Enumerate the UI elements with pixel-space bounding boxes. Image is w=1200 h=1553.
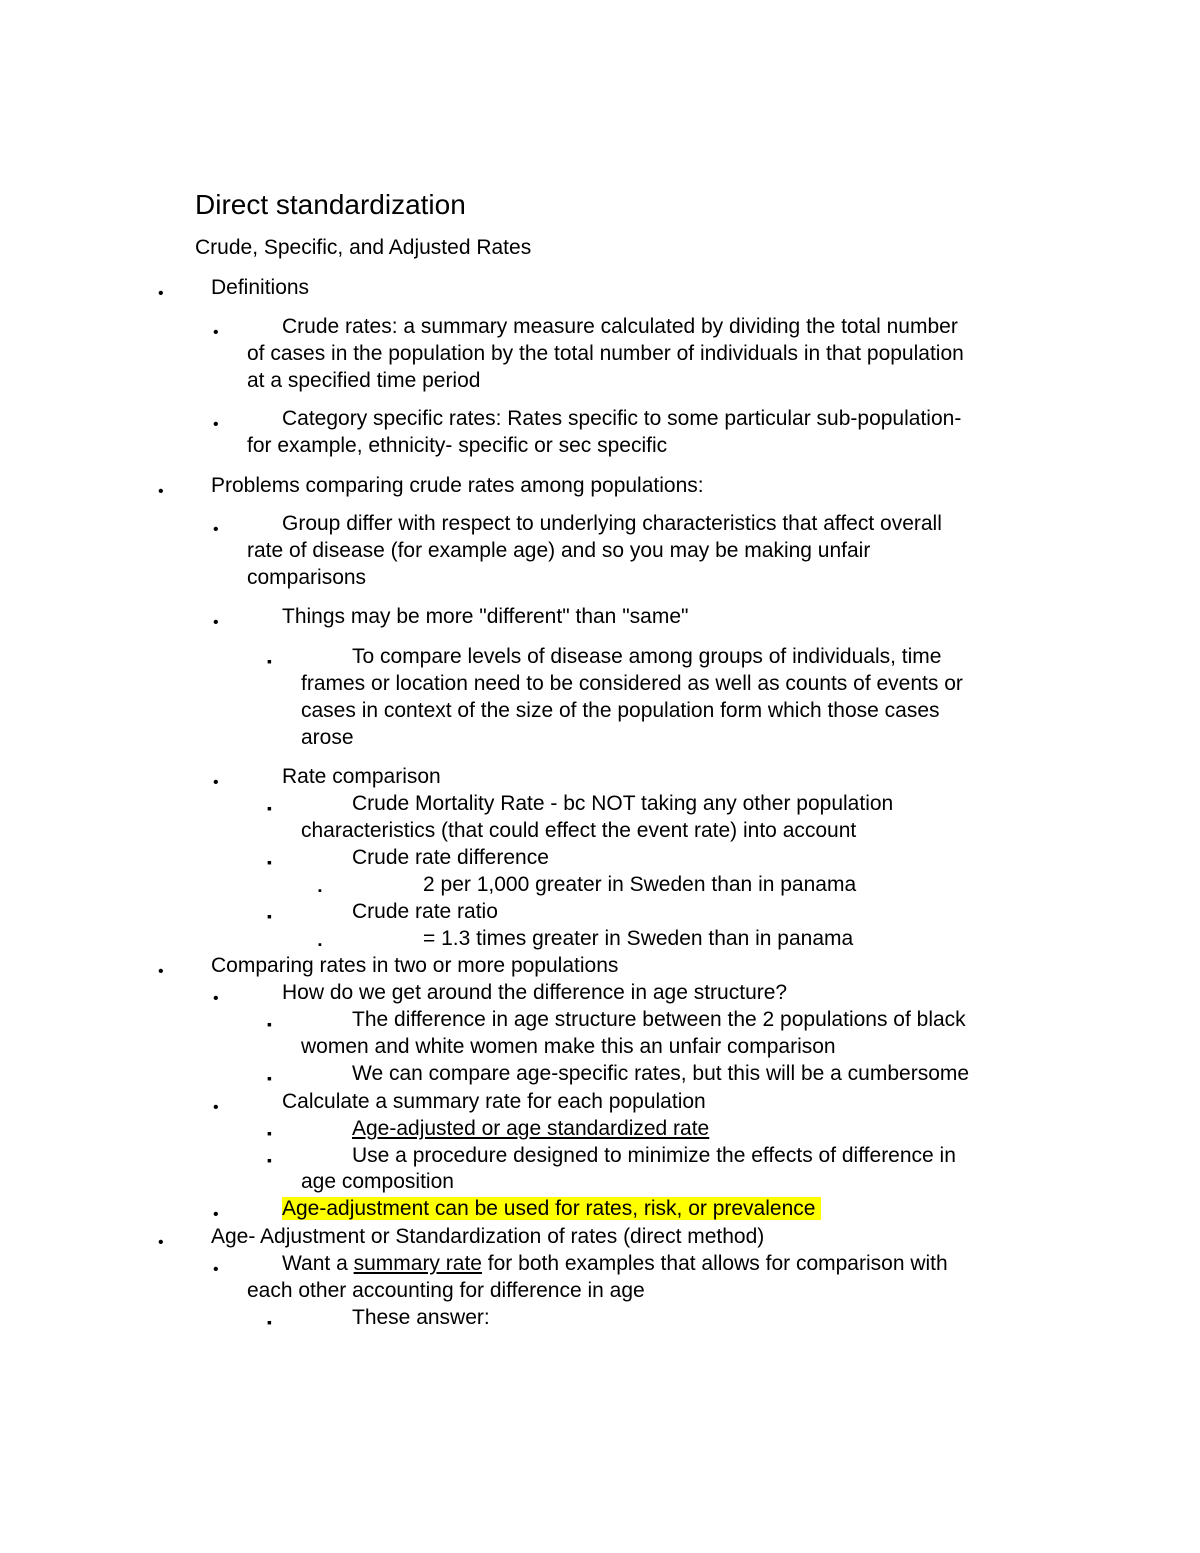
list-item-text: How do we get around the difference in age structure? [282,981,788,1004]
list-item-text: Category specific rates: Rates specific to some particular sub-population- [282,407,962,430]
bullet-level-2: • [213,1099,219,1116]
list-item-text: Rate comparison [282,765,441,788]
list-item-text: The difference in age structure between the 2 populations of black [352,1008,966,1031]
bullet-level-2: • [213,774,219,791]
list-item-text: cases in context of the size of the population form which those cases [301,699,940,722]
bullet-level-3: ▪ [267,854,272,870]
list-item-want-summary [282,1250,948,1277]
bullet-level-2: • [213,1206,219,1223]
list-item-text: 2 per 1,000 greater in Sweden than in panama [423,873,857,896]
list-item-text: comparisons [247,566,367,589]
list-item-text: women and white women make this an unfair comparison [301,1035,836,1058]
document-subtitle: Crude, Specific, and Adjusted Rates [195,236,532,259]
list-item-text: These answer: [352,1306,490,1329]
underlined-term: summary rate [353,1252,482,1275]
list-item-text: To compare levels of disease among groups of individuals, time [352,645,942,668]
list-item-text: of cases in the population by the total number of individuals in that population [247,342,964,365]
list-item-text: arose [301,726,354,749]
list-item-text: frames or location need to be considered as well as counts of events or [301,672,963,695]
list-item-text: Crude rate ratio [352,900,498,923]
bullet-level-3: ▪ [267,1152,272,1168]
list-item-text: Crude Mortality Rate - bc NOT taking any other population [352,792,894,815]
bullet-level-3: ▪ [267,1070,272,1086]
inline-text: for both examples that allows for comparison with [487,1252,948,1275]
bullet-level-3: ▪ [267,800,272,816]
bullet-level-2: • [213,614,219,631]
bullet-level-4: ▪ [318,939,322,951]
highlighted-text: Age-adjustment can be used for rates, risk, or prevalence [282,1197,816,1220]
list-item-text: Crude rates: a summary measure calculated by dividing the total number [282,315,958,338]
bullet-level-2: • [213,521,219,538]
highlighted-line [282,1195,821,1222]
list-item-text: age composition [301,1170,454,1193]
list-item-definitions: Definitions [211,276,310,299]
list-item-text: Crude rate difference [352,846,549,869]
list-item-text: Group differ with respect to underlying characteristics that affect overall [282,512,942,535]
list-item-problems: Problems comparing crude rates among populations: [211,474,704,497]
bullet-level-2: • [213,416,219,433]
bullet-level-1: • [158,483,164,500]
bullet-level-2: • [213,1261,219,1278]
bullet-level-3: ▪ [267,653,272,669]
list-item-text: We can compare age-specific rates, but this will be a cumbersome [352,1062,970,1085]
list-item-text: Use a procedure designed to minimize the effects of difference in [352,1144,956,1167]
bullet-level-1: • [158,1234,164,1251]
bullet-level-3: ▪ [267,1314,272,1330]
bullet-level-1: • [158,285,164,302]
inline-text: Want a [282,1252,348,1275]
list-item-text: = 1.3 times greater in Sweden than in panama [423,927,854,950]
bullet-level-2: • [213,990,219,1007]
list-item-text: for example, ethnicity- specific or sec specific [247,434,668,457]
list-item-text: characteristics (that could effect the event rate) into account [301,819,857,842]
list-item-standardization: Age- Adjustment or Standardization of rates (direct method) [211,1225,765,1248]
list-item-text: at a specified time period [247,369,481,392]
bullet-level-3: ▪ [267,908,272,924]
list-item-text: Things may be more "different" than "same" [282,605,689,628]
bullet-level-1: • [158,963,164,980]
bullet-level-3: ▪ [267,1016,272,1032]
list-item-comparing-rates: Comparing rates in two or more populations [211,954,619,977]
document-title: Direct standardization [195,189,466,220]
list-item-text: each other accounting for difference in age [247,1279,645,1302]
list-item-text: rate of disease (for example age) and so you may be making unfair [247,539,871,562]
underlined-term: Age-adjusted or age standardized rate [352,1117,710,1140]
bullet-level-2: • [213,324,219,341]
bullet-level-4: ▪ [318,885,322,897]
bullet-level-3: ▪ [267,1125,272,1141]
list-item-text: Calculate a summary rate for each population [282,1090,706,1113]
